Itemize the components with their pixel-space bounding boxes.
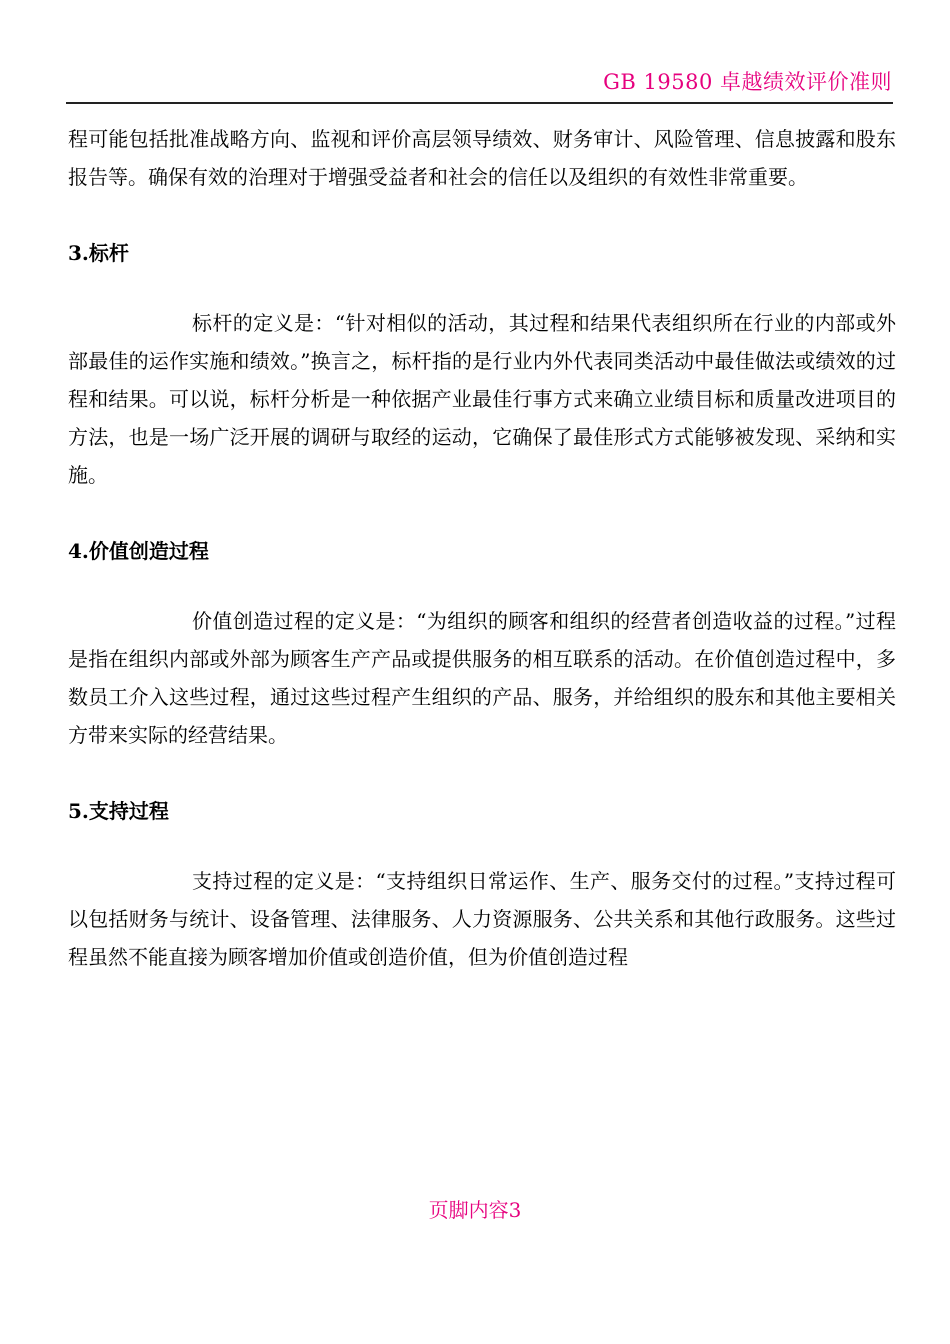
section-4-heading: 4.价值创造过程	[68, 539, 209, 563]
section-5-heading: 5.支持过程	[68, 799, 169, 823]
spacer	[68, 754, 896, 792]
document-body	[68, 120, 896, 976]
spacer	[68, 494, 896, 532]
spacer	[68, 196, 896, 234]
spacer	[68, 570, 896, 602]
section-4-paragraph: 价值创造过程的定义是：“为组织的顾客和组织的经营者创造收益的过程。”过程是指在组织内部或外部为顾客生产产品或提供服务的相互联系的活动。在价值创造过程中，多数员工介入这些过程，通过这些过程产生组织的产品、服务，并给组织的股东和其他主要相关方带来实际的经营结果。	[68, 609, 896, 747]
section-5-paragraph: 支持过程的定义是：“支持组织日常运作、生产、服务交付的过程。”支持过程可以包括财务与统计、设备管理、法律服务、人力资源服务、公共关系和其他行政服务。这些过程虽然不能直接为顾客增加价值或创造价值，但为价值创造过程	[68, 869, 896, 969]
spacer	[68, 272, 896, 304]
page-footer: 页脚内容3	[428, 1198, 522, 1222]
header-divider	[66, 102, 893, 104]
intro-paragraph: 程可能包括批准战略方向、监视和评价高层领导绩效、财务审计、风险管理、信息披露和股东报告等。确保有效的治理对于增强受益者和社会的信任以及组织的有效性非常重要。	[68, 127, 896, 189]
section-3-paragraph: 标杆的定义是：“针对相似的活动，其过程和结果代表组织所在行业的内部或外部最佳的运作实施和绩效。”换言之，标杆指的是行业内外代表同类活动中最佳做法或绩效的过程和结果。可以说，标杆分析是一种依据产业最佳行事方式来确立业绩目标和质量改进项目的方法，也是一场广泛开展的调研与取经的运动，它确保了最佳形式方式能够被发现、采纳和实施。	[68, 311, 896, 487]
section-3-heading: 3.标杆	[68, 241, 129, 265]
header-title: GB 19580 卓越绩效评价准则	[603, 70, 892, 94]
spacer	[68, 830, 896, 862]
